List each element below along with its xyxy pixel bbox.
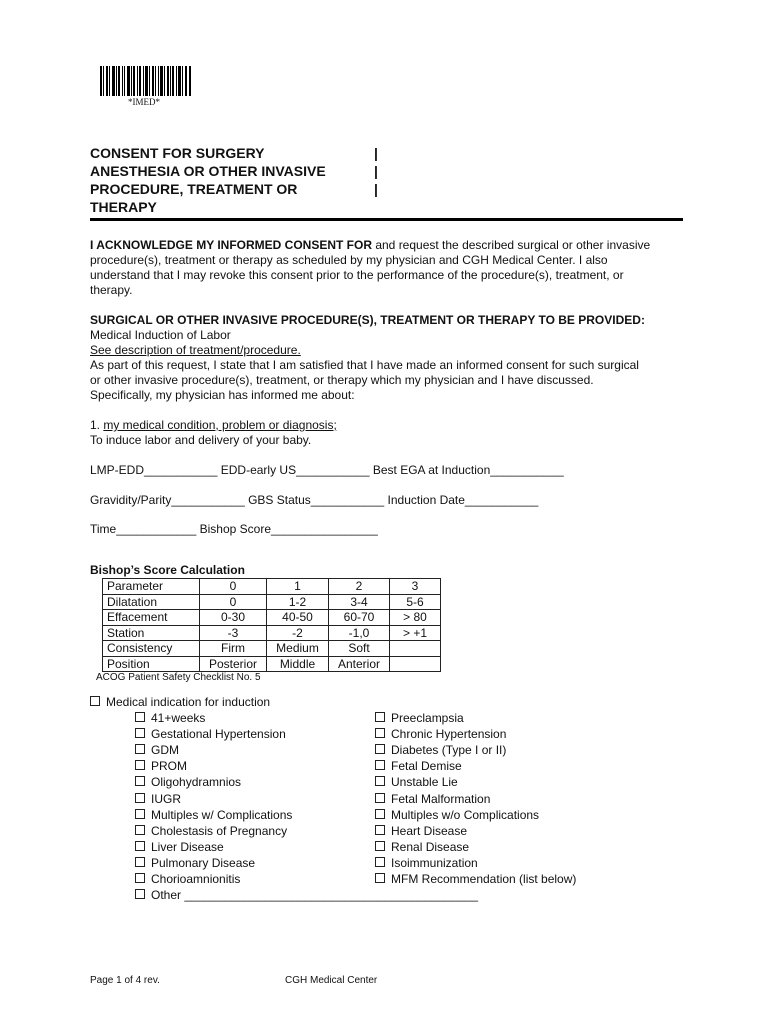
table-cell: 5-6	[390, 594, 441, 610]
table-cell: Dilatation	[103, 594, 200, 610]
title-line: PROCEDURE, TREATMENT OR	[90, 181, 298, 197]
table-cell: Firm	[200, 641, 267, 657]
checkbox-icon[interactable]	[375, 760, 385, 770]
checkbox-icon[interactable]	[375, 728, 385, 738]
document-title	[90, 144, 360, 216]
indication-heading-label: Medical indication for induction	[106, 695, 271, 709]
pipe: |	[374, 145, 378, 161]
indication-item[interactable]	[375, 840, 469, 855]
table-cell	[390, 656, 441, 672]
checkbox-icon[interactable]	[135, 728, 145, 738]
indication-label: Heart Disease	[391, 823, 468, 838]
indication-label: Fetal Malformation	[391, 791, 491, 806]
checkbox-icon[interactable]	[375, 744, 385, 754]
condition-value: To induce labor and delivery of your baby.	[90, 433, 312, 447]
bishop-table	[102, 578, 441, 672]
checkbox-icon[interactable]	[375, 809, 385, 819]
table-header: 2	[329, 579, 390, 595]
indication-label: Diabetes (Type I or II)	[391, 743, 507, 758]
indication-label: 41+weeks	[151, 711, 206, 725]
condition-number: 1.	[90, 418, 104, 432]
checkbox-icon[interactable]	[90, 696, 100, 706]
indication-item[interactable]	[135, 743, 179, 758]
checkbox-icon[interactable]	[135, 712, 145, 722]
indication-item[interactable]	[375, 775, 458, 790]
indication-item[interactable]	[135, 856, 255, 871]
indication-item[interactable]	[375, 759, 462, 774]
indication-label: Unstable Lie	[391, 775, 458, 790]
indication-item[interactable]	[135, 775, 241, 790]
indication-label: Renal Disease	[391, 839, 470, 854]
checkbox-icon[interactable]	[375, 841, 385, 851]
intro-paragraph	[90, 238, 690, 298]
indication-item[interactable]	[375, 856, 478, 871]
indication-item[interactable]	[135, 711, 205, 726]
table-cell: Medium	[267, 641, 329, 657]
table-cell: 0-30	[200, 610, 267, 626]
checkbox-icon[interactable]	[375, 857, 385, 867]
table-cell: Soft	[329, 641, 390, 657]
indication-item[interactable]	[375, 808, 539, 823]
indication-item[interactable]	[375, 727, 506, 742]
indication-label: GDM	[151, 743, 179, 758]
intro-bold: I ACKNOWLEDGE MY INFORMED CONSENT FOR	[90, 238, 372, 252]
procedure-heading: SURGICAL OR OTHER INVASIVE PROCEDURE(S), TREATMENT OR THERAPY TO BE PROVIDED:	[90, 313, 645, 327]
title-line: THERAPY	[90, 199, 157, 215]
indication-item[interactable]	[375, 792, 490, 807]
table-header: Parameter	[103, 579, 200, 595]
indication-item[interactable]	[135, 872, 240, 887]
intro-text: understand that I may revoke this consent prior to the performance of the procedure(s), treatment, or	[90, 268, 624, 282]
barcode-image	[100, 66, 192, 96]
pipe: |	[374, 181, 378, 197]
procedure-text: or other invasive procedure(s), treatment, or therapy which my physician and I have discussed.	[90, 373, 594, 387]
table-header: 0	[200, 579, 267, 595]
table-cell: Middle	[267, 656, 329, 672]
indication-item[interactable]	[135, 888, 478, 903]
table-cell: -1,0	[329, 625, 390, 641]
fields-row-lmp[interactable]: LMP-EDD___________ EDD-early US___________ Best EGA at Induction___________	[90, 463, 564, 477]
checkbox-icon[interactable]	[135, 889, 145, 899]
title-separators	[374, 144, 378, 198]
table-cell: -2	[267, 625, 329, 641]
table-cell: 40-50	[267, 610, 329, 626]
indication-item[interactable]	[375, 743, 506, 758]
table-row	[103, 656, 441, 672]
indication-label: Chronic Hypertension	[391, 727, 507, 742]
checkbox-icon[interactable]	[135, 825, 145, 835]
checkbox-icon[interactable]	[135, 744, 145, 754]
indication-label: IUGR	[151, 791, 181, 806]
checkbox-icon[interactable]	[135, 857, 145, 867]
table-cell: 60-70	[329, 610, 390, 626]
checkbox-icon[interactable]	[375, 793, 385, 803]
fields-row-gravidity[interactable]: Gravidity/Parity___________ GBS Status___________ Induction Date___________	[90, 493, 539, 507]
intro-text: therapy.	[90, 283, 133, 297]
see-description-link: See description of treatment/procedure.	[90, 343, 301, 357]
indication-item[interactable]	[375, 872, 576, 887]
procedure-text: As part of this request, I state that I am satisfied that I have made an informed consent for such surgical	[90, 358, 639, 372]
footer-page: Page 1 of 4 rev.	[90, 975, 160, 986]
indication-label: Preeclampsia	[391, 711, 464, 725]
checkbox-icon[interactable]	[135, 809, 145, 819]
indication-item[interactable]	[135, 840, 224, 855]
checkbox-icon[interactable]	[375, 825, 385, 835]
title-line: ANESTHESIA OR OTHER INVASIVE	[90, 163, 326, 179]
indication-label: MFM Recommendation (list below)	[391, 872, 577, 886]
indication-label: Other ____________________________________________	[151, 888, 478, 903]
table-cell: Posterior	[200, 656, 267, 672]
table-cell	[390, 641, 441, 657]
table-cell: -3	[200, 625, 267, 641]
table-row	[103, 625, 441, 641]
title-line: CONSENT FOR SURGERY	[90, 145, 265, 161]
indication-item[interactable]	[135, 792, 181, 807]
table-cell: 0	[200, 594, 267, 610]
fields-row-time[interactable]: Time____________ Bishop Score________________	[90, 522, 378, 536]
checkbox-icon[interactable]	[135, 793, 145, 803]
checkbox-icon[interactable]	[375, 712, 385, 722]
table-row	[103, 594, 441, 610]
table-row	[103, 641, 441, 657]
indication-label: Pulmonary Disease	[151, 855, 256, 870]
checkbox-icon[interactable]	[375, 776, 385, 786]
bishop-title: Bishop’s Score Calculation	[90, 563, 245, 577]
indication-label: PROM	[151, 759, 187, 774]
indication-heading[interactable]	[90, 695, 270, 710]
indication-label: Oligohydramnios	[151, 775, 242, 790]
indication-label: Liver Disease	[151, 839, 224, 854]
indication-item[interactable]	[135, 808, 292, 823]
indication-item[interactable]	[135, 759, 187, 774]
indication-label: Multiples w/o Complications	[391, 807, 540, 822]
procedure-section	[90, 313, 690, 403]
table-row	[103, 610, 441, 626]
table-cell: > 80	[390, 610, 441, 626]
checkbox-icon[interactable]	[135, 841, 145, 851]
barcode-text: *IMED*	[128, 97, 160, 107]
indication-label: Cholestasis of Pregnancy	[151, 823, 288, 838]
indication-item[interactable]	[135, 824, 287, 839]
procedure-name: Medical Induction of Labor	[90, 328, 231, 342]
intro-text: procedure(s), treatment or therapy as scheduled by my physician and CGH Medical Center. I also	[90, 253, 608, 267]
indication-label: Gestational Hypertension	[151, 727, 286, 742]
table-cell: > +1	[390, 625, 441, 641]
table-cell: Station	[103, 625, 200, 641]
indication-label: Fetal Demise	[391, 759, 462, 774]
table-cell: 3-4	[329, 594, 390, 610]
indication-label: Multiples w/ Complications	[151, 807, 293, 822]
procedure-text: Specifically, my physician has informed me about:	[90, 388, 355, 402]
indication-item[interactable]	[135, 727, 286, 742]
indication-item[interactable]	[375, 824, 467, 839]
footer-center: CGH Medical Center	[285, 975, 378, 986]
condition-section	[90, 418, 690, 448]
table-cell: Effacement	[103, 610, 200, 626]
table-header-row	[103, 579, 441, 595]
indication-label: Chorioamnionitis	[151, 872, 241, 886]
acog-note: ACOG Patient Safety Checklist No. 5	[96, 672, 261, 683]
indication-item[interactable]	[375, 711, 464, 726]
checkbox-icon[interactable]	[135, 760, 145, 770]
condition-label: my medical condition, problem or diagnosis;	[103, 418, 337, 432]
table-cell: 1-2	[267, 594, 329, 610]
checkbox-icon[interactable]	[375, 873, 385, 883]
pipe: |	[374, 163, 378, 179]
checkbox-icon[interactable]	[135, 873, 145, 883]
table-header: 3	[390, 579, 441, 595]
intro-text: and request the described surgical or other invasive	[372, 238, 651, 252]
table-cell: Consistency	[103, 641, 200, 657]
table-header: 1	[267, 579, 329, 595]
title-rule	[90, 218, 683, 221]
checkbox-icon[interactable]	[135, 776, 145, 786]
table-cell: Position	[103, 656, 200, 672]
table-cell: Anterior	[329, 656, 390, 672]
indication-label: Isoimmunization	[391, 855, 478, 870]
